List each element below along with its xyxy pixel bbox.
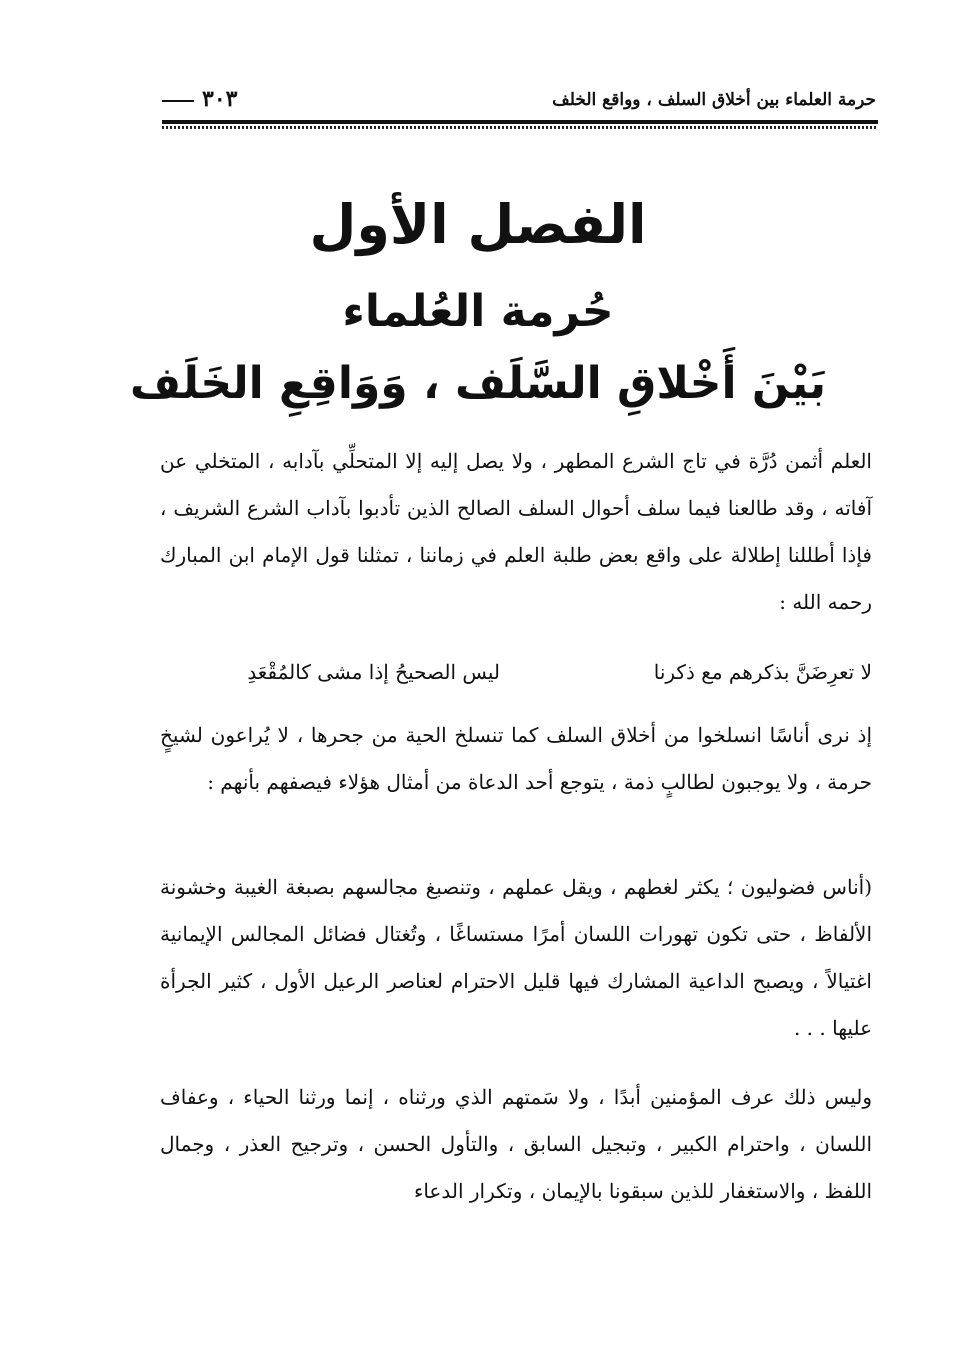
page-number: ٣٠٣ bbox=[202, 86, 238, 112]
verse-hemistich-1: لا تعرِضَنَّ بذكرهم مع ذكرنا bbox=[653, 660, 872, 684]
paragraph-1: العلم أثمن دُرَّة في تاج الشرع المطهر ، ولا يصل إليه إلا المتحلِّي بآدابه ، المتخلي عن آفاته ، وقد طالعنا فيما سلف أحوال السلف الصالح الذين تأدبوا بآداب الشرع الشريف ، فإذا أطللنا إطلالة على واقع بعض طلبة العلم في زماننا ، تمثلنا قول الإمام ابن المبارك رحمه الله : bbox=[160, 449, 872, 614]
chapter-heading: الفصل الأول bbox=[309, 193, 647, 256]
page-number-dash bbox=[162, 100, 194, 102]
main-title-line-1: حُرمة العُلماء bbox=[342, 286, 614, 337]
paragraph-2: إذ نرى أناسًا انسلخوا من أخلاق السلف كما تنسلخ الحية من جحرها ، لا يُراعون لشيخٍ حرمة ، ولا يوجبون لطالبٍ ذمة ، يتوجع أحد الدعاة من أمثال هؤلاء فيصفهم بأنهم : bbox=[160, 723, 872, 794]
paragraph-3-quote: (أناس فضوليون ؛ يكثر لغطهم ، ويقل عملهم ، وتنصبغ مجالسهم بصبغة الغيبة وخشونة الألفاظ ، حتى تكون تهورات اللسان أمرًا مستساغًا ، وتُغتال فضائل المجالس الإيمانية اغتيالاً ، ويصبح الداعية المشارك فيها قليل الاحترام لعناصر الرعيل الأول ، كثير الجرأة عليها . . . bbox=[160, 875, 872, 1040]
running-title: حرمة العلماء بين أخلاق السلف ، وواقع الخلف bbox=[552, 90, 876, 110]
verse-hemistich-2: ليس الصحيحُ إذا مشى كالمُقْعَدِ bbox=[247, 660, 500, 684]
poetry-verse bbox=[160, 650, 872, 694]
main-title-line-2: بَيْنَ أَخْلاقِ السَّلَف ، وَوَاقِعِ الخَلَف bbox=[130, 358, 826, 409]
paragraph-4: وليس ذلك عرف المؤمنين أبدًا ، ولا سَمتهم الذي ورثناه ، إنما ورثنا الحياء ، وعفاف اللسان ، واحترام الكبير ، وتبجيل السابق ، والتأول الحسن ، وترجيح العذر ، وجمال اللفظ ، والاستغفار للذين سبقونا بالإيمان ، وتكرار الدعاء bbox=[160, 1085, 872, 1203]
header-rule-dotted bbox=[162, 126, 878, 129]
running-header bbox=[162, 86, 876, 116]
header-rule-thick bbox=[162, 120, 878, 124]
